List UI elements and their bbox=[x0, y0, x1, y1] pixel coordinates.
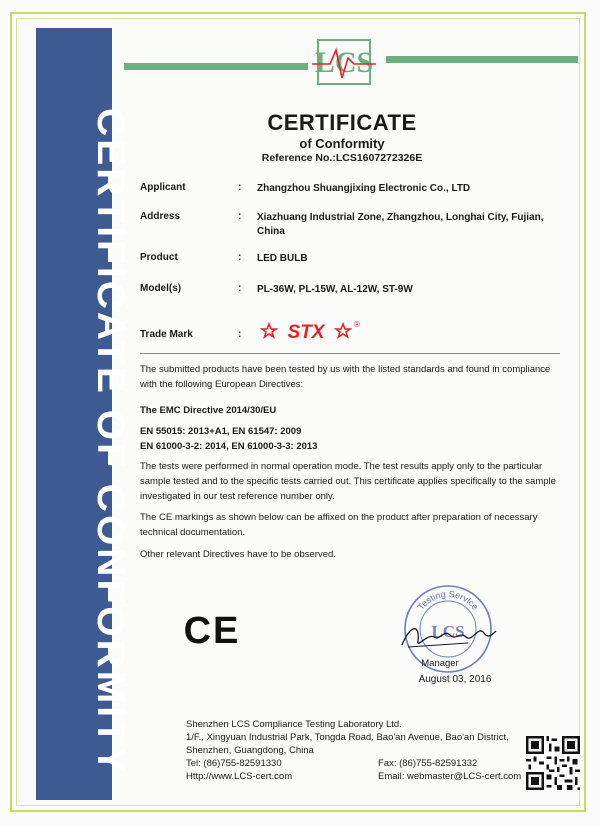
directive-text: The EMC Directive 2014/30/EU bbox=[140, 405, 277, 416]
field-colon: : bbox=[238, 329, 242, 340]
intro-text: The submitted products have been tested by us with the listed standards and found in compliance with the following European Directives: bbox=[140, 364, 551, 390]
field-colon: : bbox=[238, 182, 242, 193]
field-colon: : bbox=[238, 252, 242, 263]
footer-email: Email: webmaster@LCS-cert.com bbox=[378, 771, 522, 782]
lcs-logo-icon bbox=[312, 38, 376, 86]
certificate-subtitle: of Conformity bbox=[299, 136, 385, 151]
footer-fax: Fax: (86)755-82591332 bbox=[378, 758, 478, 769]
ce-mark-text: CE bbox=[183, 611, 241, 647]
ce-marking-text: The CE markings as shown below can be affixed on the product after preparation of necessary technical documentation. bbox=[140, 512, 538, 538]
signature-date: August 03, 2016 bbox=[418, 674, 492, 685]
section-divider bbox=[140, 353, 560, 354]
reference-number: Reference No.:LCS1607272326E bbox=[261, 152, 423, 164]
footer-web: Http://www.LCS-cert.com bbox=[186, 771, 293, 782]
footer-address-2: Shenzhen, Guangdong, China bbox=[186, 745, 314, 756]
other-directives-text: Other relevant Directives have to be observed. bbox=[140, 549, 336, 560]
sidebar-banner bbox=[36, 28, 132, 800]
sidebar-text: CERTIFICATE OF CONFORMITY bbox=[89, 108, 132, 776]
trademark-text: STX bbox=[287, 322, 325, 343]
seal-arc-text: Testing Service bbox=[415, 588, 481, 612]
field-colon: : bbox=[238, 283, 242, 294]
tests-text: The tests were performed in normal operation mode. The test results apply only to the particular sample tested and to the specific tests carried out. This certificate applies specifically to the sample investigated in our test reference number only. bbox=[140, 461, 556, 502]
header-bar-left bbox=[124, 63, 308, 70]
field-label: Model(s) bbox=[140, 283, 182, 294]
field-value: Zhangzhou Shuangjixing Electronic Co., LTD bbox=[257, 183, 471, 194]
field-label: Product bbox=[140, 252, 178, 263]
field-value: Xiazhuang Industrial Zone, Zhangzhou, Longhai City, Fujian, China bbox=[257, 212, 544, 237]
field-colon: : bbox=[238, 211, 242, 222]
field-label: Trade Mark bbox=[140, 329, 193, 340]
trademark-logo-icon bbox=[260, 318, 360, 344]
qr-code-icon bbox=[526, 736, 580, 790]
seal-center-text: LCS bbox=[431, 622, 465, 641]
footer-address-1: 1/F., Xingyuan Industrial Park, Tongda Road, Bao'an Avenue, Bao'an District, bbox=[186, 732, 509, 743]
field-value: LED BULB bbox=[257, 253, 308, 264]
footer-company: Shenzhen LCS Compliance Testing Laboratory Ltd. bbox=[186, 719, 402, 730]
field-label: Applicant bbox=[140, 182, 186, 193]
field-value: PL-36W, PL-15W, AL-12W, ST-9W bbox=[257, 284, 413, 295]
standards-line-1: EN 55015: 2013+A1, EN 61547: 2009 bbox=[140, 426, 302, 437]
signature-icon bbox=[398, 615, 498, 655]
signatory-title: Manager bbox=[421, 658, 459, 669]
registered-mark: ® bbox=[354, 320, 360, 329]
logo-text: LCS bbox=[314, 46, 374, 79]
header-bar-right bbox=[386, 56, 578, 63]
standards-line-2: EN 61000-3-2: 2014, EN 61000-3-3: 2013 bbox=[140, 441, 318, 452]
certificate-title: CERTIFICATE bbox=[267, 110, 417, 135]
ce-mark-icon bbox=[183, 611, 241, 647]
footer-tel: Tel: (86)755-82591330 bbox=[186, 758, 282, 769]
field-label: Address bbox=[140, 211, 181, 222]
